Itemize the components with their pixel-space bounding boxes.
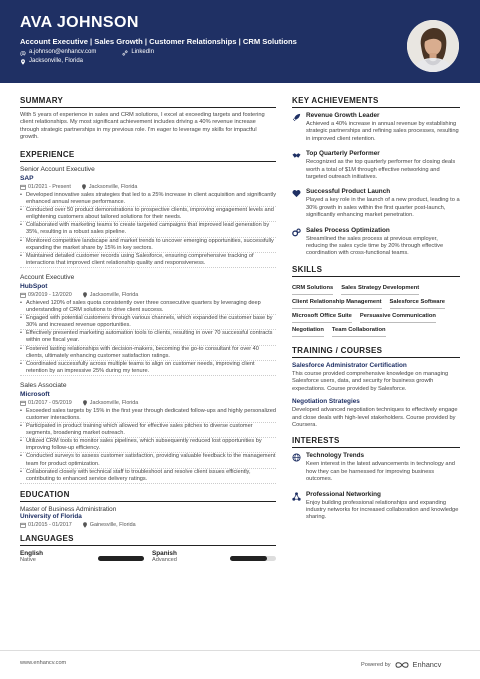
job-bullet: • Effectively presented marketing automation tools to clients, resulting in over 70 successful contracts within one fiscal year. [20, 330, 276, 345]
rocket-icon [292, 113, 301, 122]
linkedin-contact[interactable] [122, 48, 154, 57]
summary-title: SUMMARY [20, 96, 276, 108]
footer-url[interactable]: www.enhancv.com [20, 660, 67, 666]
language-item [20, 550, 144, 570]
job-location: Jacksonville, Florida [88, 184, 138, 190]
job-entry [20, 382, 276, 484]
skill-tag: Salesforce Software [390, 295, 445, 309]
linkedin-text: LinkedIn [131, 49, 155, 55]
gears-icon [292, 228, 301, 237]
location-pin-icon [82, 292, 88, 298]
achievement-text: Recognized as the top quarterly performer for closing deals worth a total of $1M through effective networking and targeted outreach initiatives. [306, 159, 456, 181]
achievement-title: Successful Product Launch [306, 188, 391, 196]
skill-tag: CRM Solutions [292, 281, 333, 295]
edu-meta [20, 522, 276, 528]
achievement-text: Streamlined the sales process at previous employer, reducing the sales cycle time by 20% through effective coordination with cross-functional teams. [306, 235, 444, 257]
job-location: Jacksonville, Florida [89, 291, 139, 298]
interest-title: Technology Trends [306, 452, 365, 460]
edu-dates: 01/2015 - 01/2017 [28, 521, 72, 528]
job-bullet: • Achieved 120% of sales quota consistently over three consecutive quarters by leveraging deep understanding of CRM solutions to drive client success. [20, 300, 276, 315]
page-footer [0, 650, 480, 679]
edu-location: Gainesville, Florida [89, 521, 136, 528]
language-level: Native [20, 556, 36, 563]
location-pin-icon [82, 522, 88, 528]
proficiency-fill [98, 556, 144, 561]
skill-tag: Client Relationship Management [292, 295, 382, 309]
link-icon [122, 50, 128, 56]
experience-title: EXPERIENCE [20, 150, 276, 162]
skill-tag: Persuasive Communication [360, 309, 436, 323]
skill-tag: Microsoft Office Suite [292, 309, 352, 323]
languages-section [20, 534, 276, 570]
achievement-item [292, 227, 460, 258]
job-bullet: • Conducted over 50 product demonstrations to prospective clients, improving engagement levels and enlightening customers about tailored solutions for their needs. [20, 207, 276, 222]
location-pin-icon [81, 184, 87, 190]
left-column [20, 96, 276, 570]
achievements-title: KEY ACHIEVEMENTS [292, 96, 460, 108]
job-bullets [20, 192, 276, 268]
skill-tag: Team Collaboration [332, 323, 386, 337]
achievement-title: Sales Process Optimization [306, 226, 390, 234]
language-proficiency-bar [230, 556, 276, 561]
candidate-name: AVA JOHNSON [20, 14, 139, 31]
powered-by-label: Powered by [361, 661, 391, 668]
powered-by [361, 660, 441, 669]
achievement-item [292, 150, 460, 181]
skills-title: SKILLS [292, 265, 460, 277]
achievement-title: Top Quarterly Performer [306, 150, 380, 158]
calendar-icon [20, 184, 26, 190]
calendar-icon [20, 522, 26, 528]
course-text: Developed advanced negotiation techniques to effectively engage and close deals with high-level stakeholders. Course provided by Coursera. [292, 407, 458, 428]
location-text: Jacksonville, Florida [29, 58, 84, 64]
interest-item [292, 452, 460, 483]
job-dates: 09/2019 - 12/2020 [28, 291, 72, 298]
course-text: This course provided comprehensive knowledge on managing Salesforce users, data, and security for business growth expectations. Course provided by Salesforce. [292, 370, 449, 392]
job-role: Account Executive [20, 273, 75, 281]
course-title: Negotiation Strategies [292, 398, 360, 406]
interest-item [292, 491, 460, 522]
language-name: Spanish [152, 549, 177, 557]
job-bullet: • Developed innovative sales strategies that led to a 25% increase in client acquisition and significantly enhanced annual revenue performance. [20, 192, 276, 207]
languages-title: LANGUAGES [20, 534, 276, 546]
language-level: Advanced [152, 556, 177, 563]
edu-school: University of Florida [20, 512, 82, 520]
resume-header [0, 0, 480, 83]
achievements-section [292, 96, 460, 258]
calendar-icon [20, 400, 26, 406]
course-item [292, 398, 460, 429]
education-section [20, 490, 276, 528]
job-company: Microsoft [20, 390, 50, 398]
achievement-text: Achieved a 40% increase in annual revenue by establishing strategic partnerships and refining sales processes, resulting in improved client retention. [306, 121, 459, 142]
job-dates: 01/2021 - Present [28, 184, 71, 190]
job-bullet: • Conducted surveys to assess customer satisfaction, providing valuable feedback to the management team for product optimization. [20, 453, 276, 468]
proficiency-fill [230, 556, 267, 561]
interests-section [292, 436, 460, 521]
language-item [152, 550, 276, 570]
course-title: Salesforce Administrator Certification [292, 361, 407, 369]
interest-text: Enjoy building professional relationships and expanding industry networks for increased collaboration and knowledge sharing. [306, 499, 459, 521]
job-bullet: • Exceeded sales targets by 15% in the first year through dedicated follow-ups and highly personalized customer interactions. [20, 408, 276, 423]
job-bullet: • Collaborated closely with technical staff to troubleshoot and resolve client issues efficiently, contributing to enhanced service delivery ratings. [20, 469, 276, 484]
email-icon [20, 50, 26, 56]
job-entry [20, 166, 276, 268]
skills-section [292, 265, 460, 337]
job-role: Sales Associate [20, 381, 67, 389]
handshake-icon [292, 151, 301, 160]
email-contact[interactable] [20, 48, 96, 57]
enhancv-logo-icon [395, 661, 409, 669]
education-title: EDUCATION [20, 490, 276, 502]
job-location: Jacksonville, Florida [89, 399, 139, 406]
interests-title: INTERESTS [292, 436, 460, 448]
job-meta [20, 400, 276, 406]
job-bullet: • Participated in product training which allowed for effective sales pitches to diverse customer segments, broadening market outreach. [20, 423, 276, 438]
job-bullet: • Monitored competitive landscape and market trends to uncover emerging opportunities, successfully expanding the market share by 15% in key sectors. [20, 238, 276, 253]
profile-photo [407, 20, 459, 72]
heart-icon [292, 189, 301, 198]
achievement-text: Played a key role in the launch of a new product, leading to a 30% growth in sales within the first quarter post-launch, significantly enhancing market penetration. [306, 197, 460, 219]
skill-tag: Sales Strategy Development [341, 281, 419, 295]
location-contact [20, 57, 154, 66]
language-proficiency-bar [98, 556, 144, 561]
globe-icon [292, 453, 301, 462]
right-column [292, 96, 460, 529]
summary-text: With 5 years of experience in sales and CRM solutions, I excel at exceeding targets and fostering client relationships. My most significant achievement includes driving a 40% revenue increase through strategic partnerships in my previous role. I'm eager to leverage my skills for impactful growth. [20, 112, 265, 141]
contact-info [20, 48, 154, 66]
course-item [292, 362, 460, 393]
achievement-item [292, 112, 460, 143]
achievement-title: Revenue Growth Leader [306, 112, 380, 119]
job-dates: 01/2017 - 05/2019 [28, 399, 72, 406]
job-bullet: • Coordinated successfully across multiple teams to align on customer needs, improving client retention by an impressive 25% during my tenure. [20, 361, 276, 376]
job-meta [20, 184, 276, 190]
location-pin-icon [20, 59, 26, 65]
avatar-portrait [407, 20, 459, 72]
language-name: English [20, 549, 44, 557]
edu-degree: Master of Business Administration [20, 505, 117, 513]
job-entry [20, 274, 276, 376]
job-role: Senior Account Executive [20, 166, 95, 173]
achievement-item [292, 188, 460, 219]
job-bullets [20, 300, 276, 376]
summary-section [20, 96, 276, 150]
interest-text: Keen interest in the latest advancements in technology and how they can be harnessed for improving business outcomes. [306, 461, 455, 483]
training-section [292, 346, 460, 429]
experience-section [20, 150, 276, 484]
job-bullet: • Utilized CRM tools to monitor sales pipelines, which subsequently reduced lost opportunities by improving follow-up efficiency. [20, 438, 276, 453]
job-bullet: • Fostered lasting relationships with decision-makers, becoming the go-to consultant for over 40 clients, ultimately enhancing customer satisfaction ratings. [20, 346, 276, 361]
location-pin-icon [82, 400, 88, 406]
footer-brand: Enhancv [412, 660, 442, 669]
svg-text:@: @ [20, 49, 26, 56]
job-bullet: • Engaged with potential customers through various channels, which expanded the customer base by 30% and increased revenue opportunities. [20, 315, 276, 330]
email-text: a.johnson@enhancv.com [29, 49, 97, 55]
training-title: TRAINING / COURSES [292, 346, 460, 358]
network-icon [292, 492, 301, 501]
job-company: SAP [20, 175, 34, 182]
skill-tag: Negotiation [292, 323, 324, 337]
headline: Account Executive | Sales Growth | Customer Relationships | CRM Solutions [20, 37, 297, 46]
interest-title: Professional Networking [306, 490, 381, 498]
job-bullets [20, 408, 276, 484]
job-bullet: • Maintained detailed customer records using Salesforce, ensuring comprehensive tracking of interactions that improved client relationship quality and responsiveness. [20, 253, 276, 268]
calendar-icon [20, 292, 26, 298]
job-company: HubSpot [20, 282, 48, 290]
job-bullet: • Collaborated with marketing teams to create targeted campaigns that improved lead generation by 35%, resulting in a robust sales pipeline. [20, 222, 276, 237]
job-meta [20, 292, 276, 298]
